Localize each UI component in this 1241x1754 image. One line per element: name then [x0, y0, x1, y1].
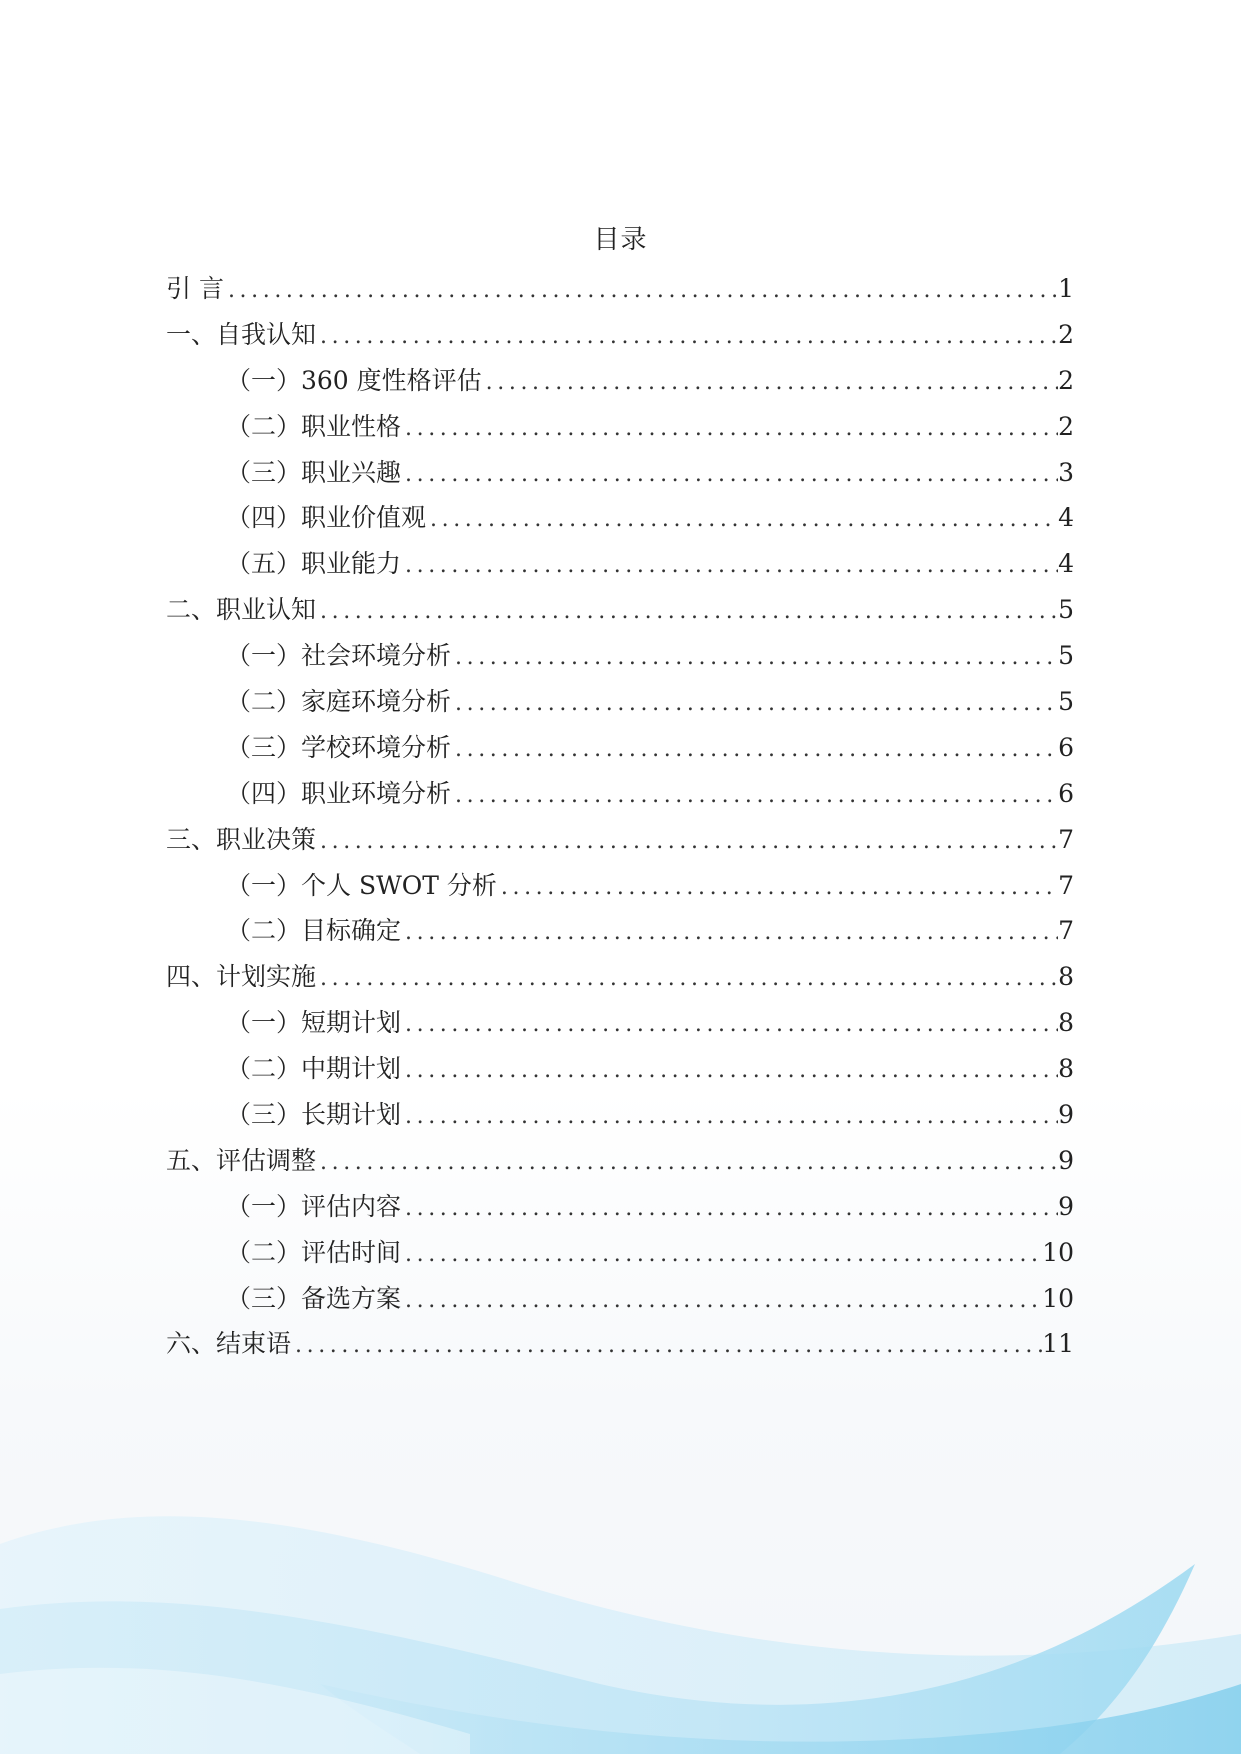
toc-dot-leader	[401, 406, 1058, 452]
toc-entry-label: （四）职业价值观	[226, 503, 427, 533]
toc-dot-leader	[401, 1232, 1042, 1278]
toc-entry-label: 引 言	[166, 274, 224, 303]
toc-entry-label: （一）个人 SWOT 分析	[226, 870, 497, 900]
toc-title: 目录	[593, 225, 648, 255]
toc-entry[interactable]	[166, 1184, 1074, 1230]
toc-page-number: 7	[1058, 916, 1074, 946]
toc-entry[interactable]	[166, 312, 1074, 358]
toc-dot-leader	[401, 910, 1058, 956]
toc-entry[interactable]	[166, 541, 1074, 587]
toc-entry-label: （一）社会环境分析	[226, 641, 452, 671]
toc-page-number: 2	[1058, 365, 1074, 395]
toc-entry[interactable]	[166, 358, 1074, 404]
toc-dot-leader	[316, 1140, 1058, 1186]
toc-entry-label: （三）学校环境分析	[226, 732, 452, 762]
toc-dot-leader	[401, 1278, 1042, 1324]
toc-dot-leader	[291, 1323, 1042, 1369]
toc-entry-label: （二）职业性格	[226, 411, 402, 441]
toc-entry-label: 六、结束语	[166, 1329, 292, 1359]
toc-entry[interactable]	[166, 1046, 1074, 1092]
toc-page-number: 6	[1058, 732, 1074, 762]
toc-entry-label: （一）评估内容	[226, 1191, 402, 1221]
toc-entry[interactable]	[166, 404, 1074, 450]
toc-page-number: 2	[1058, 411, 1074, 441]
toc-dot-leader	[426, 497, 1058, 543]
toc-entry[interactable]	[166, 1138, 1074, 1184]
toc-entry-label: 五、评估调整	[166, 1145, 317, 1175]
toc-entry-label: （三）长期计划	[226, 1100, 402, 1130]
toc-page-number: 4	[1058, 503, 1074, 533]
toc-entry-label: 一、自我认知	[166, 319, 317, 349]
toc-entry-label: （三）备选方案	[226, 1283, 402, 1313]
toc-entry-label: （二）评估时间	[226, 1237, 402, 1267]
table-of-contents	[166, 266, 1074, 1367]
toc-page-number: 11	[1042, 1329, 1074, 1359]
toc-dot-leader	[451, 727, 1058, 773]
toc-entry[interactable]	[166, 1230, 1074, 1276]
toc-entry-label: （五）职业能力	[226, 549, 402, 579]
toc-entry-label: （二）家庭环境分析	[226, 687, 452, 717]
toc-dot-leader	[451, 635, 1058, 681]
toc-entry-label: （一）短期计划	[226, 1008, 402, 1038]
toc-dot-leader	[401, 1186, 1058, 1232]
toc-dot-leader	[401, 452, 1058, 498]
toc-entry[interactable]	[166, 725, 1074, 771]
toc-entry-label: （四）职业环境分析	[226, 778, 452, 808]
toc-entry[interactable]	[166, 1321, 1074, 1367]
toc-dot-leader	[316, 314, 1058, 360]
toc-page-number: 2	[1058, 319, 1074, 349]
toc-entry[interactable]	[166, 1092, 1074, 1138]
toc-page-number: 8	[1058, 1008, 1074, 1038]
toc-entry[interactable]	[166, 633, 1074, 679]
toc-page-number: 9	[1058, 1191, 1074, 1221]
toc-entry[interactable]	[166, 908, 1074, 954]
toc-dot-leader	[482, 360, 1058, 406]
toc-entry[interactable]	[166, 863, 1074, 909]
toc-page-number: 4	[1058, 549, 1074, 579]
toc-page-number: 1	[1058, 274, 1074, 303]
toc-entry-label: （一）360 度性格评估	[226, 365, 482, 395]
toc-page-number: 5	[1058, 687, 1074, 717]
toc-entry-label: 四、计划实施	[166, 962, 317, 992]
toc-page-number: 5	[1058, 595, 1074, 625]
toc-entry[interactable]	[166, 679, 1074, 725]
toc-entry[interactable]	[166, 1000, 1074, 1046]
toc-entry-label: （三）职业兴趣	[226, 457, 402, 487]
toc-page-number: 5	[1058, 641, 1074, 671]
toc-page-number: 7	[1058, 870, 1074, 900]
toc-dot-leader	[224, 268, 1058, 314]
toc-dot-leader	[316, 819, 1058, 865]
toc-dot-leader	[401, 1094, 1058, 1140]
toc-dot-leader	[451, 681, 1058, 727]
toc-page-number: 9	[1058, 1145, 1074, 1175]
wave-decoration	[0, 1434, 1241, 1754]
toc-entry-label: 三、职业决策	[166, 824, 317, 854]
toc-entry-label: 二、职业认知	[166, 595, 317, 625]
toc-dot-leader	[401, 543, 1058, 589]
toc-entry[interactable]	[166, 495, 1074, 541]
toc-entry[interactable]	[166, 954, 1074, 1000]
toc-dot-leader	[316, 956, 1058, 1002]
toc-page-number: 7	[1058, 824, 1074, 854]
toc-page-number: 3	[1058, 457, 1074, 487]
toc-dot-leader	[451, 773, 1058, 819]
toc-entry[interactable]	[166, 817, 1074, 863]
toc-entry[interactable]	[166, 587, 1074, 633]
toc-dot-leader	[316, 589, 1058, 635]
toc-dot-leader	[401, 1002, 1058, 1048]
toc-entry[interactable]	[166, 1276, 1074, 1322]
toc-page-number: 10	[1042, 1237, 1074, 1267]
toc-dot-leader	[497, 865, 1058, 911]
toc-entry[interactable]	[166, 450, 1074, 496]
toc-entry[interactable]	[166, 771, 1074, 817]
toc-entry-label: （二）目标确定	[226, 916, 402, 946]
toc-page-number: 8	[1058, 1054, 1074, 1084]
toc-page-number: 9	[1058, 1100, 1074, 1130]
toc-dot-leader	[401, 1048, 1058, 1094]
toc-page-number: 8	[1058, 962, 1074, 992]
toc-page-number: 6	[1058, 778, 1074, 808]
toc-entry-label: （二）中期计划	[226, 1054, 402, 1084]
toc-page-number: 10	[1042, 1283, 1074, 1313]
toc-entry[interactable]	[166, 266, 1074, 312]
